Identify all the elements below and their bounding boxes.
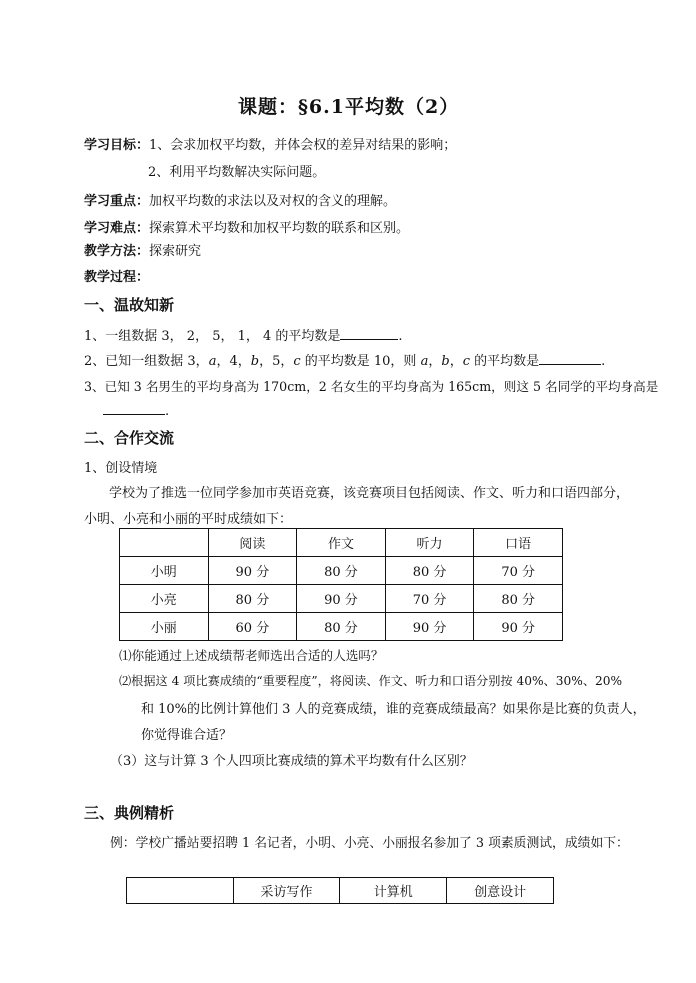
answer-blank[interactable]: [539, 352, 601, 365]
discussion-question-2-line-1: ⑵根据这 4 项比赛成绩的“重要程度”，将阅读、作文、听力和口语分别按 40%、30%、20%: [119, 674, 623, 688]
table-row: [120, 613, 563, 641]
table-header-cell: 口语: [474, 529, 563, 557]
objectives-line-1: [84, 134, 456, 153]
q1-text: 1、一组数据 3， 2， 5， 1， 4 的平均数是: [84, 329, 341, 344]
q2-text: 2、已知一组数据 3，: [84, 354, 209, 369]
objective-item-2: 2、利用平均数解决实际问题。: [148, 165, 326, 180]
table-header-cell: [120, 529, 209, 557]
table-header-cell: 创意设计: [447, 878, 554, 904]
table-cell: 80 分: [297, 613, 386, 641]
table-cell: 小明: [120, 557, 209, 585]
discussion-question-2-line-2: 和 10%的比例计算他们 3 人的竞赛成绩，谁的竞赛成绩最高？如果你是比赛的负责人，: [141, 702, 646, 717]
table-cell: 60 分: [208, 613, 297, 641]
var-b: b: [250, 354, 260, 369]
section2-heading: 二、合作交流: [84, 429, 175, 447]
process-label: 教学过程：: [84, 270, 150, 285]
table-header-cell: 听力: [385, 529, 474, 557]
table-header-cell: 阅读: [208, 529, 297, 557]
discussion-question-3: （3）这与计算 3 个人四项比赛成绩的算术平均数有什么区别？: [110, 754, 473, 769]
review-question-2: [84, 350, 605, 369]
table-header-cell: [127, 878, 234, 904]
key-points-text: 加权平均数的求法以及对权的含义的理解。: [149, 194, 397, 209]
q2-text: 的平均数是: [469, 354, 540, 369]
review-question-3: 3、已知 3 名男生的平均身高为 170cm，2 名女生的平均身高为 165cm，则这 5 名同学的平均身高是: [84, 379, 659, 394]
table-cell: 80 分: [297, 557, 386, 585]
table-cell: 80 分: [385, 557, 474, 585]
page-title: 课题：§6.1平均数（2）: [238, 96, 460, 118]
section3-heading: 三、典例精析: [84, 804, 175, 822]
table-cell: 90 分: [474, 613, 563, 641]
section1-heading: 一、温故知新: [84, 296, 175, 314]
var-c: c: [293, 354, 301, 369]
review-question-1: [84, 325, 403, 344]
difficulties: [84, 217, 409, 236]
q2-text: ，4，: [216, 354, 251, 369]
table-row: [120, 557, 563, 585]
var-a: a: [420, 354, 429, 369]
answer-blank[interactable]: [340, 327, 398, 340]
table-cell: 80 分: [474, 585, 563, 613]
discussion-question-2-line-3: 你觉得谁合适？: [141, 728, 233, 743]
table-row: [120, 585, 563, 613]
objective-item-1: 1、会求加权平均数，并体会权的差异对结果的影响；: [149, 138, 457, 153]
review-question-3-blank: [103, 402, 169, 419]
discussion-question-1: ⑴你能通过上述成绩帮老师选出合适的人选吗？: [119, 648, 384, 663]
table-cell: 90 分: [385, 613, 474, 641]
scenario-paragraph-2: 小明、小亮和小丽的平时成绩如下：: [84, 512, 293, 527]
teaching-method: [84, 240, 201, 259]
table-header-row: [127, 878, 554, 904]
method-text: 探索研究: [149, 244, 202, 259]
var-c: c: [462, 354, 470, 369]
table-cell: 70 分: [474, 557, 563, 585]
method-label: 教学方法：: [84, 244, 150, 259]
table-header-row: [120, 529, 563, 557]
scores-table: [119, 528, 563, 641]
table-cell: 90 分: [208, 557, 297, 585]
table-cell: 90 分: [297, 585, 386, 613]
key-points: [84, 190, 396, 209]
key-points-label: 学习重点：: [84, 194, 150, 209]
difficulties-label: 学习难点：: [84, 221, 150, 236]
q2-text: ，5，: [259, 354, 294, 369]
table-cell: 小丽: [120, 613, 209, 641]
table-cell: 80 分: [208, 585, 297, 613]
table-header-cell: 作文: [297, 529, 386, 557]
var-b: b: [441, 354, 450, 369]
example-text: 例：学校广播站要招聘 1 名记者，小明、小亮、小丽报名参加了 3 项素质测试，成绩如下：: [110, 836, 629, 851]
table-header-cell: 采访写作: [233, 878, 340, 904]
table-cell: 小亮: [120, 585, 209, 613]
table-header-cell: 计算机: [340, 878, 447, 904]
answer-blank[interactable]: [103, 402, 165, 415]
example-table: [126, 877, 554, 904]
q3-end: .: [165, 404, 170, 419]
scenario-paragraph-1: 学校为了推选一位同学参加市英语竞赛，该竞赛项目包括阅读、作文、听力和口语四部分，: [109, 486, 630, 501]
table-cell: 70 分: [385, 585, 474, 613]
q2-text: ，: [428, 354, 442, 369]
var-a: a: [208, 354, 217, 369]
q2-text: ，: [449, 354, 463, 369]
objectives-label: 学习目标：: [84, 138, 150, 153]
q1-end: .: [398, 329, 403, 344]
q2-text: 的平均数是 10，则: [300, 354, 421, 369]
difficulties-text: 探索算术平均数和加权平均数的联系和区别。: [149, 221, 410, 236]
q2-end: .: [601, 354, 606, 369]
section2-sub: 1、创设情境: [84, 461, 158, 476]
